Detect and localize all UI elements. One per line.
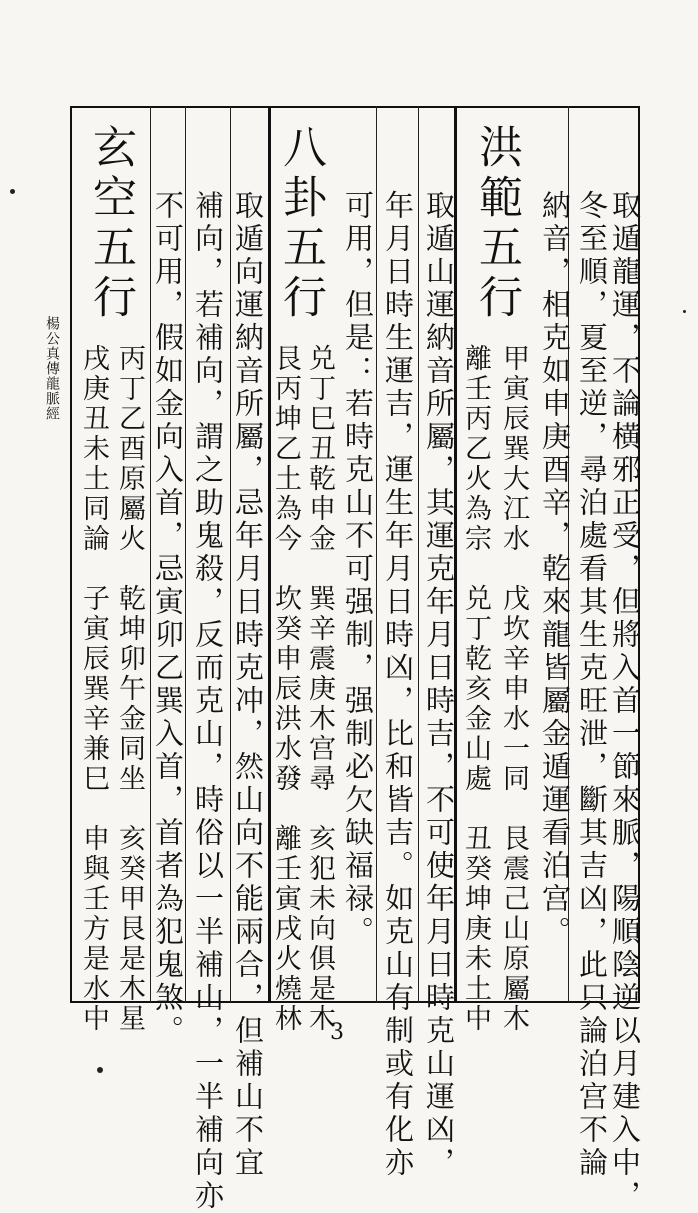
section-heading-xuankong: 玄空五行: [85, 124, 136, 324]
text-column: 不可用，假如金向入首，忌寅卯乙巽入首，首者為犯鬼煞。: [151, 190, 185, 1048]
scan-speck: [10, 189, 15, 194]
scan-speck: [683, 310, 686, 313]
text-column: 納音，相克如申庚酉辛，乾來龍皆屬金遁運看泊宫。: [538, 190, 572, 949]
text-column: 可用，但是：若時克山不可强制，强制必欠缺福禄。: [341, 190, 375, 949]
element-table-row: 兑丁巳丑乾申金 巽辛震庚木宫尋 亥犯未向俱是木: [304, 344, 335, 1034]
text-column: 取遁龍運，不論横邪正受，但將入首一節來脈，陽順陰逆以月建入中，: [608, 190, 642, 1213]
running-title: 楊公真傳龍脈經: [44, 316, 60, 421]
text-column: 年月日時生運吉，運生年月日時凶，比和皆吉。如克山有制或有化亦: [381, 190, 415, 1180]
element-table-row: 丙丁乙酉原屬火 乾坤卯午金同坐 亥癸甲艮是木星: [114, 344, 145, 1034]
section-heading-bagua: 八卦五行: [275, 124, 326, 324]
element-table-row: 甲寅辰巽大江水 戊坎辛申水一同 艮震己山原屬木: [498, 344, 529, 1034]
text-column: 補向，若補向，謂之助鬼殺，反而克山，時俗以一半補山，一半補向亦: [191, 190, 225, 1213]
element-table-row: 離壬丙乙火為宗 兑丁乾亥金山處 丑癸坤庚未土中: [460, 344, 491, 1034]
text-column: 取遁向運納音所屬，忌年月日時克冲，然山向不能兩合，但補山不宜: [231, 190, 265, 1180]
column-rule: [418, 106, 419, 1003]
element-table-row: 艮丙坤乙土為今 坎癸申辰洪水發 離壬寅戌火燒林: [270, 344, 301, 1034]
column-rule: [376, 106, 377, 1003]
element-table-row: 戌庚丑未土同論 子寅辰巽辛兼巳 申與壬方是水中: [78, 344, 109, 1034]
page-number: 3: [330, 1020, 344, 1045]
section-heading-hongfan: 洪範五行: [471, 124, 522, 324]
text-column: 取遁山運納音所屬，其運克年月日時吉，不可使年月日時克山運凶，: [422, 190, 456, 1180]
text-column: 冬至順，夏至逆，尋泊處看其生克旺泄，斷其吉凶，此只論泊宫不論: [575, 190, 609, 1180]
scan-speck: [97, 1067, 103, 1073]
column-rule: [185, 106, 186, 1003]
